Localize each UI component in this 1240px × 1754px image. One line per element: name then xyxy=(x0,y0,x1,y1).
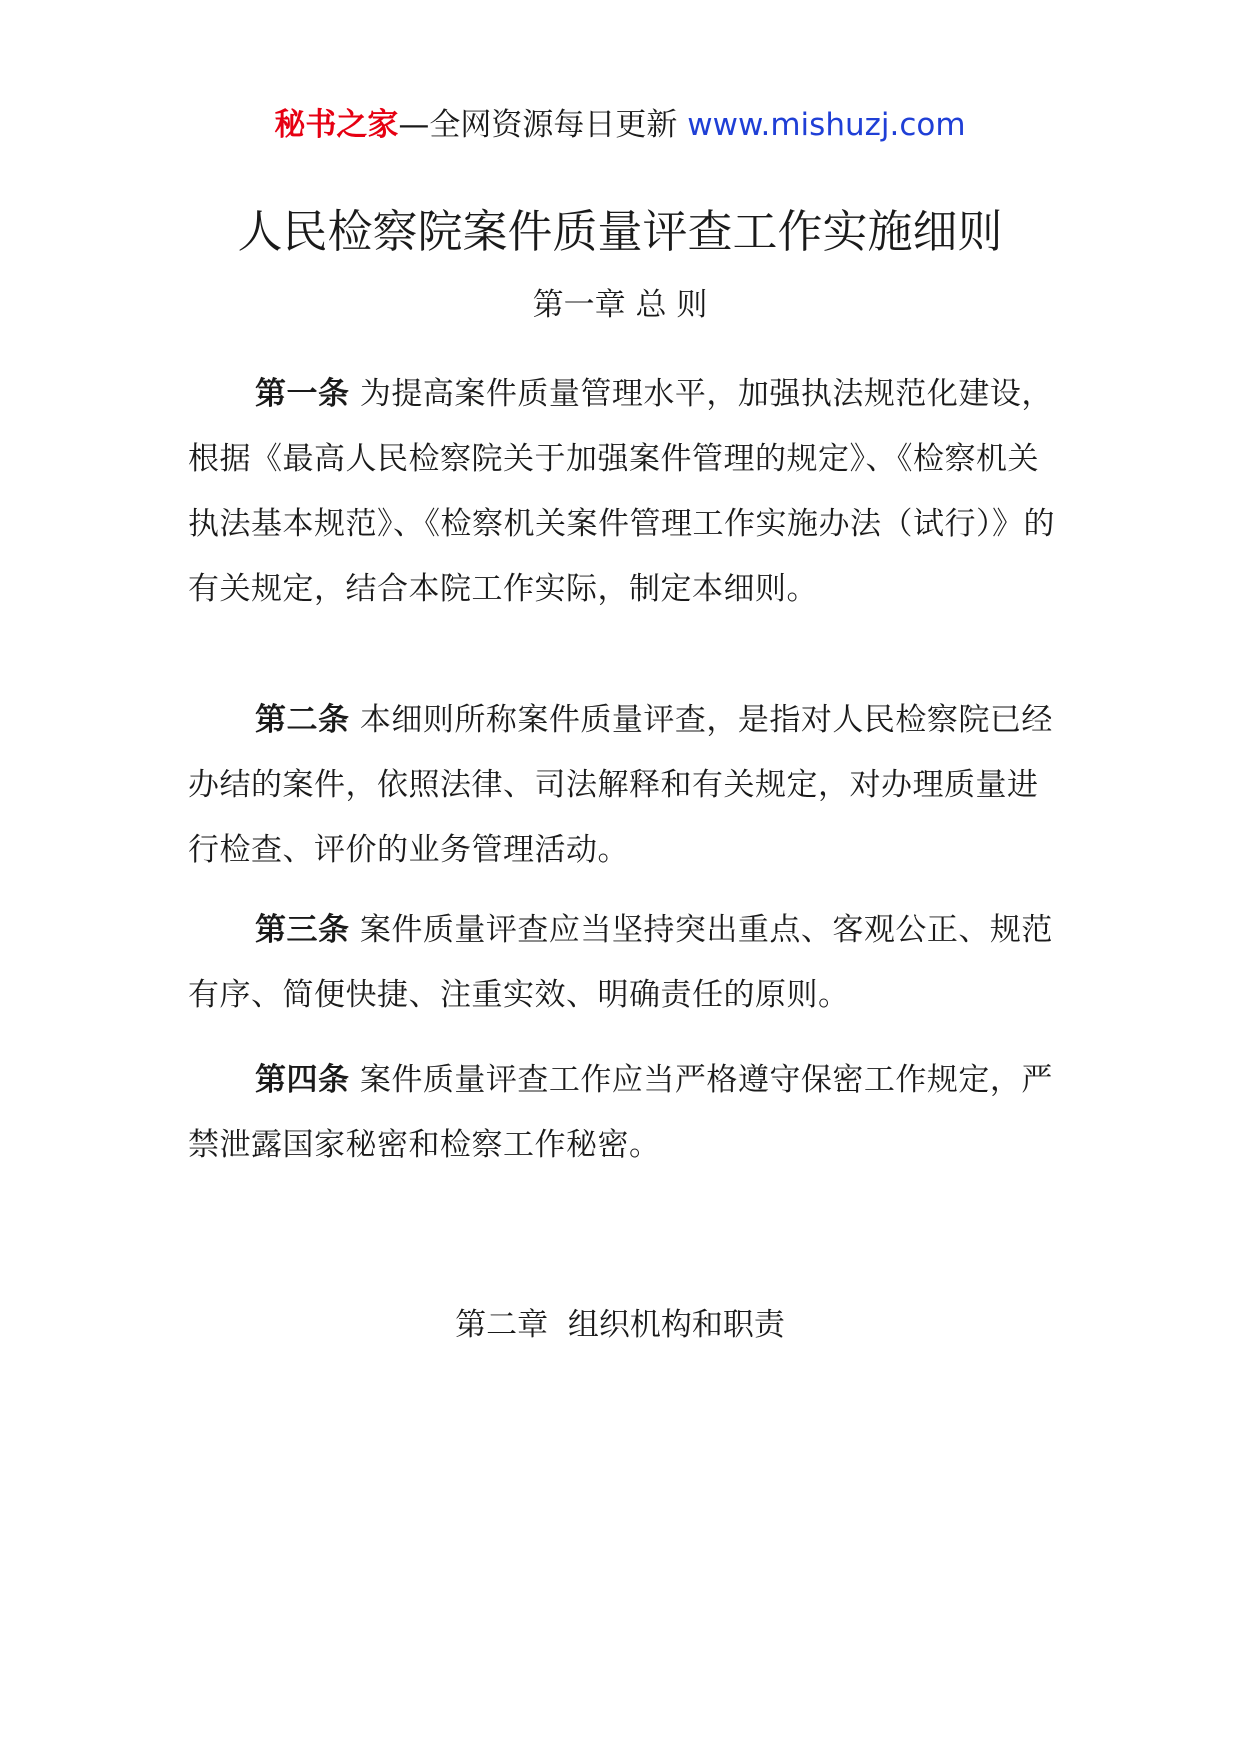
article-label: 第一条 xyxy=(255,376,350,412)
article-text: 本细则所称案件质量评查，是指对人民检察院已经办结的案件，依照法律、司法解释和有关规定，对办理质量进行检查、评价的业务管理活动。 xyxy=(188,702,1053,868)
chapter-heading-1: 第一章 总 则 xyxy=(532,287,708,323)
article-2 xyxy=(188,688,1068,883)
article-text: 为提高案件质量管理水平，加强执法规范化建设，根据《最高人民检察院关于加强案件管理的规定》、《检察机关执法基本规范》、《检察机关案件管理工作实施办法（试行）》的有关规定，结合本院工作实际，制定本细则。 xyxy=(188,376,1055,607)
site-url-link[interactable]: www.mishuzj.com xyxy=(687,107,966,143)
site-header xyxy=(0,100,1240,150)
article-1 xyxy=(188,362,1068,622)
document-title: 人民检察院案件质量评查工作实施细则 xyxy=(237,205,1003,258)
article-label: 第四条 xyxy=(255,1062,350,1098)
article-3 xyxy=(188,898,1068,1028)
article-label: 第三条 xyxy=(255,912,350,948)
chapter-heading-2: 第二章 组织机构和职责 xyxy=(455,1307,785,1343)
article-4 xyxy=(188,1048,1068,1178)
article-label: 第二条 xyxy=(255,702,350,738)
article-text: 案件质量评查工作应当严格遵守保密工作规定，严禁泄露国家秘密和检察工作秘密。 xyxy=(188,1062,1053,1163)
article-text: 案件质量评查应当坚持突出重点、客观公正、规范有序、简便快捷、注重实效、明确责任的原则。 xyxy=(188,912,1053,1013)
brand-name: 秘书之家 xyxy=(274,107,399,143)
header-tagline: —全网资源每日更新 xyxy=(398,107,688,143)
